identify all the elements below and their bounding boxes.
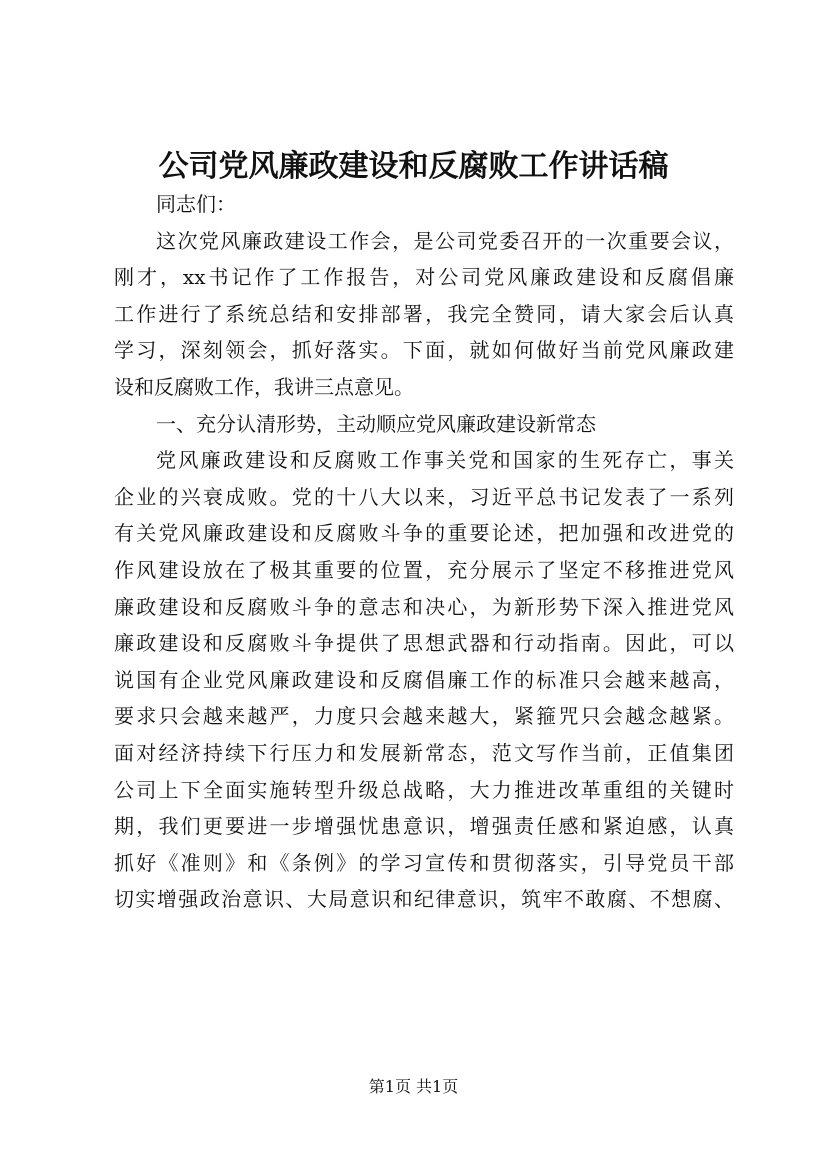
- paragraph-line: 有关党风廉政建设和反腐败斗争的重要论述，把加强和改进党的: [114, 521, 734, 546]
- paragraph-line: 作风建设放在了极其重要的位置，充分展示了坚定不移推进党风: [114, 557, 734, 582]
- paragraph-line: 廉政建设和反腐败斗争提供了思想武器和行动指南。因此，可以: [114, 631, 734, 656]
- paragraph-line: 廉政建设和反腐败斗争的意志和决心，为新形势下深入推进党风: [114, 594, 734, 619]
- paragraph-line: 切实增强政治意识、大局意识和纪律意识，筑牢不敢腐、不想腐、: [114, 887, 734, 912]
- paragraph-line: 设和反腐败工作，我讲三点意见。: [114, 374, 414, 399]
- document-body: [114, 186, 734, 918]
- paragraph-line: 企业的兴衰成败。党的十八大以来，习近平总书记发表了一系列: [114, 484, 734, 509]
- paragraph-line: 这次党风廉政建设工作会，是公司党委召开的一次重要会议，: [156, 228, 734, 253]
- paragraph-line: 抓好《准则》和《条例》的学习宣传和贯彻落实，引导党员干部: [114, 850, 734, 875]
- document-title: 公司党风廉政建设和反腐败工作讲话稿: [158, 149, 669, 184]
- paragraph-line: 工作进行了系统总结和安排部署，我完全赞同，请大家会后认真: [114, 301, 734, 326]
- paragraph-line: 期，我们更要进一步增强忧患意识，增强责任感和紧迫感，认真: [114, 814, 734, 839]
- section-heading: 一、充分认清形势，主动顺应党风廉政建设新常态: [156, 411, 596, 436]
- paragraph-line: 公司上下全面实施转型升级总战略，大力推进改革重组的关键时: [114, 777, 734, 802]
- page-number-footer: 第1页 共1页: [368, 1077, 459, 1096]
- paragraph-line: 要求只会越来越严，力度只会越来越大，紧箍咒只会越念越紧。: [114, 704, 734, 729]
- paragraph-line: 学习，深刻领会，抓好落实。下面，就如何做好当前党风廉政建: [114, 338, 734, 363]
- paragraph-line: 党风廉政建设和反腐败工作事关党和国家的生死存亡，事关: [156, 448, 734, 473]
- paragraph-line: 刚才，xx书记作了工作报告，对公司党风廉政建设和反腐倡廉: [114, 265, 734, 290]
- salutation-line: 同志们：: [156, 192, 236, 216]
- paragraph-line: 说国有企业党风廉政建设和反腐倡廉工作的标准只会越来越高，: [114, 667, 734, 692]
- paragraph-line: 面对经济持续下行压力和发展新常态，范文写作当前，正值集团: [114, 740, 734, 765]
